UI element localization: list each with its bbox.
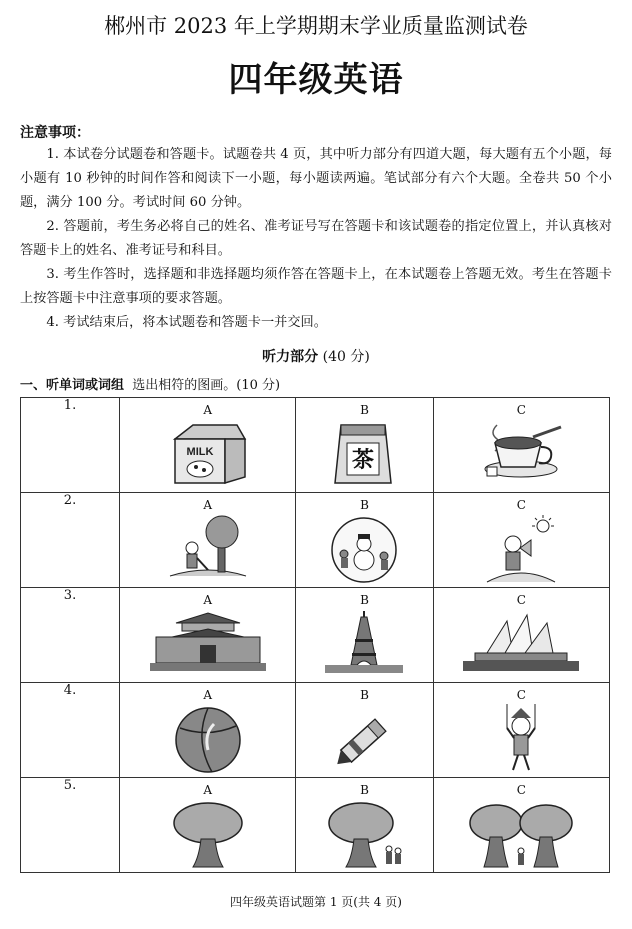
one-tree-icon [163, 799, 253, 869]
tree-with-children-icon [319, 799, 409, 869]
option-label: C [516, 783, 526, 797]
option-label: A [203, 783, 213, 797]
planting-tree-icon [160, 514, 256, 584]
option-label: C [516, 498, 526, 512]
puppet-icon [481, 704, 561, 774]
option-cell[interactable] [120, 683, 296, 778]
hot-sun-icon [473, 514, 569, 584]
snowman-icon [324, 514, 404, 584]
option-label: C [516, 593, 526, 607]
option-label: C [516, 688, 526, 702]
option-cell[interactable] [433, 778, 609, 873]
crayon-icon [324, 704, 404, 774]
question-number: 2. [21, 493, 120, 588]
option-cell[interactable] [433, 588, 609, 683]
exam-title: 郴州市 2023 年上学期期末学业质量监测试卷 [104, 14, 528, 38]
coffee-cup-icon [473, 419, 569, 485]
ball-icon [168, 704, 248, 774]
question-row [21, 398, 610, 493]
question-row [21, 588, 610, 683]
sydney-opera-house-icon [463, 609, 579, 671]
option-cell[interactable] [296, 778, 433, 873]
milk-carton-icon [163, 419, 253, 485]
part1-heading [20, 374, 280, 393]
option-label: B [360, 783, 369, 797]
milk-text: MILK [186, 446, 214, 458]
question-row [21, 683, 610, 778]
option-label: A [203, 688, 213, 702]
note-item: 3. 考生作答时，选择题和非选择题均须作答在答题卡上，在本试题卷上答题无效。考生在答题卡上按答题卡中注意事项的要求答题。 [20, 267, 612, 306]
option-label: C [516, 403, 526, 417]
question-number: 3. [21, 588, 120, 683]
tea-bag-icon [319, 419, 409, 489]
question-row [21, 778, 610, 873]
subject-title: 四年级英语 [228, 60, 404, 100]
option-label: B [360, 403, 369, 417]
question-row [21, 493, 610, 588]
question-number: 1. [21, 398, 120, 493]
option-cell[interactable] [296, 398, 433, 493]
option-cell[interactable] [433, 398, 609, 493]
section-score: (40 分) [322, 349, 370, 365]
note-item: 1. 本试卷分试题卷和答题卡。试题卷共 4 页，其中听力部分有四道大题，每大题有五个小题，每小题有 10 秒钟的时间作答和阅读下一小题，每小题读两遍。笔试部分有六个大题。全卷共 50 个小题，满分 100 分。考试时间 60 分钟。 [20, 147, 612, 210]
two-trees-with-child-icon [466, 799, 576, 869]
tiananmen-icon [150, 609, 266, 671]
notes-list [20, 143, 612, 335]
question-number: 5. [21, 778, 120, 873]
option-label: B [360, 688, 369, 702]
option-cell[interactable] [120, 778, 296, 873]
question-number: 4. [21, 683, 120, 778]
section-heading [0, 346, 632, 366]
note-item: 4. 考试结束后，将本试题卷和答题卡一并交回。 [46, 315, 327, 330]
option-label: A [203, 593, 213, 607]
option-cell[interactable] [433, 493, 609, 588]
option-label: B [360, 593, 369, 607]
question-table [20, 397, 610, 873]
option-label: A [203, 498, 213, 512]
option-cell[interactable] [296, 493, 433, 588]
option-cell[interactable] [120, 398, 296, 493]
option-label: B [360, 498, 369, 512]
option-cell[interactable] [120, 588, 296, 683]
part1-title: 一、听单词或词组 [20, 378, 125, 393]
eiffel-tower-icon [319, 609, 409, 675]
option-cell[interactable] [296, 683, 433, 778]
notes-heading: 注意事项： [20, 125, 90, 141]
part1-instruction: 选出相符的图画。(10 分) [132, 378, 281, 393]
option-label: A [203, 403, 213, 417]
option-cell[interactable] [296, 588, 433, 683]
tea-character: 茶 [352, 448, 375, 473]
option-cell[interactable] [433, 683, 609, 778]
option-cell[interactable] [120, 493, 296, 588]
page-footer: 四年级英语试题第 1 页(共 4 页) [230, 895, 402, 909]
section-title: 听力部分 [262, 349, 319, 365]
note-item: 2. 答题前，考生务必将自己的姓名、准考证号写在答题卡和该试题卷的指定位置上，并认真核对答题卡上的姓名、准考证号和科目。 [20, 219, 612, 258]
